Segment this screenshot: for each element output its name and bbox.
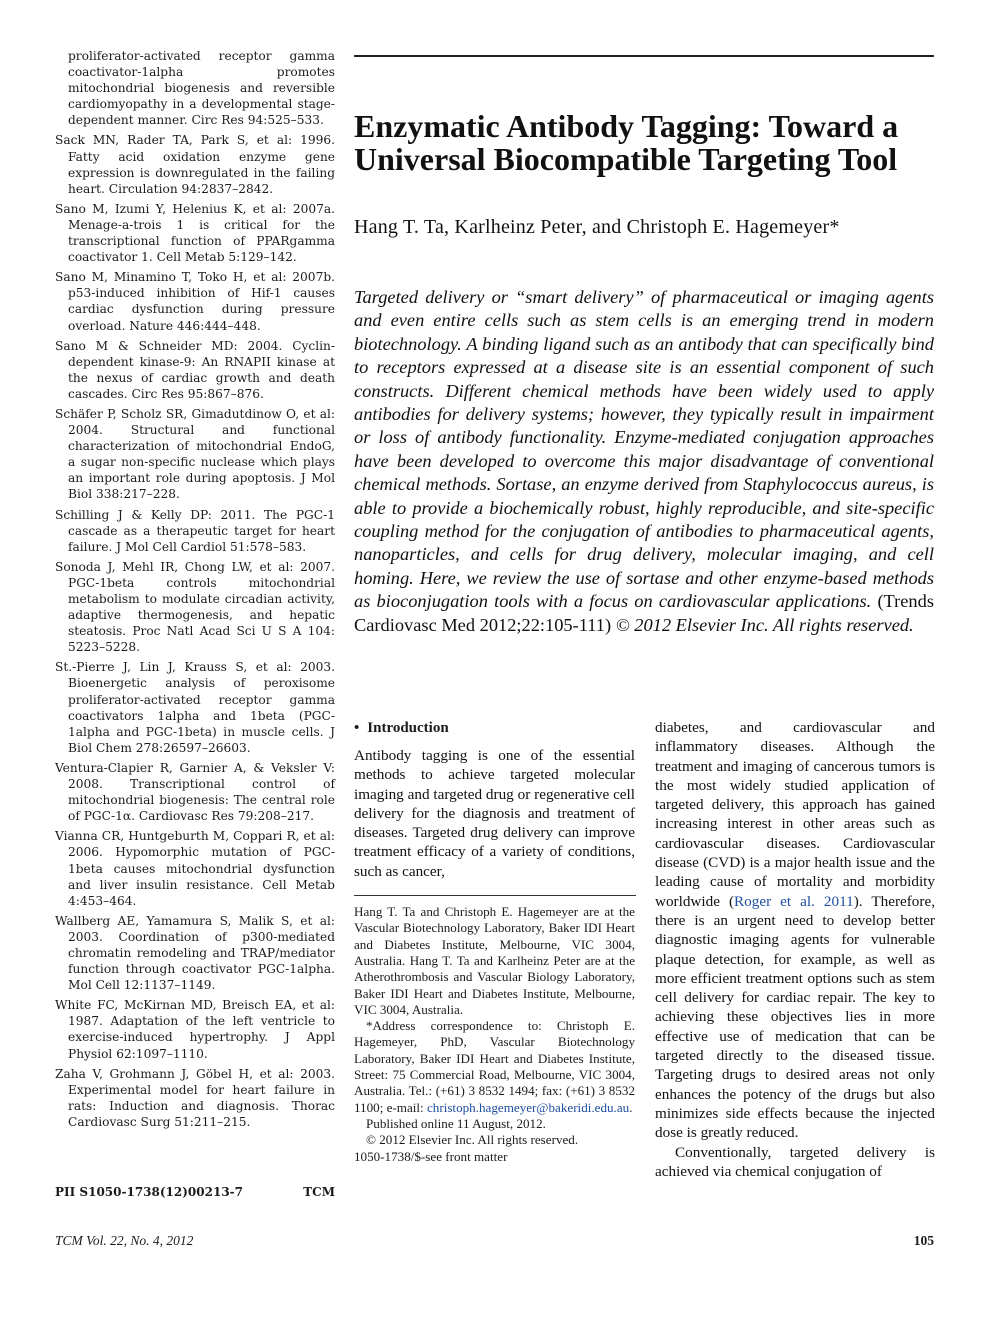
bullet-icon: •: [354, 720, 360, 736]
intro-paragraph: Antibody tagging is one of the essential methods to achieve targeted molecular imaging and targeted drug or regenerative cell delivery for the diagnosis and treatment of diseases. Targeted drug delivery can improve treatment efficacy of a variety of conditions, such as cancer,: [354, 747, 635, 880]
footer-journal-info: TCM Vol. 22, No. 4, 2012: [55, 1233, 194, 1248]
reference-item: White FC, McKirnan MD, Breisch EA, et al: 1987. Adaptation of the left ventricle to exercise-induced hypertrophy. J Appl Physiol 62:1097–1110.: [55, 998, 335, 1061]
email-suffix: .: [629, 1099, 633, 1115]
reference-item: Schäfer P, Scholz SR, Gimadutdinow O, et al: 2004. Structural and functional characterization of mitochondrial EndoG, a sugar non-specific nuclease which plays an important role during apoptosis. J Mol Biol 338:217–228.: [55, 406, 335, 502]
reference-item: Schilling J & Kelly DP: 2011. The PGC-1 cascade as a therapeutic target for heart failure. J Mol Cell Cardiol 51:578–583.: [55, 507, 335, 554]
intro-text-before-citation: diabetes, and cardiovascular and inflammatory diseases. Although the treatment and imaging of cancerous tumors is the most widely studied application of targeted delivery, this approach has gained increasing interest in other areas such as cardiovascular diseases. Cardiovascular disease (CVD) is a major health issue and the leading cause of mortality and morbidity worldwide (: [655, 719, 935, 910]
author-list: Hang T. Ta, Karlheinz Peter, and Christoph E. Hagemeyer*: [354, 216, 840, 238]
reference-item: Sack MN, Rader TA, Park S, et al: 1996. Fatty acid oxidation enzyme gene expression is downregulated in the failing heart. Circulation 94:2837–2842.: [55, 133, 335, 196]
reference-item: Zaha V, Grohmann J, Göbel H, et al: 2003. Experimental model for heart failure in rats: Induction and diagnosis. Thorac Cardiovasc Surg 51:211–215.: [55, 1066, 335, 1129]
journal-abbrev: TCM: [303, 1185, 335, 1199]
title-rule: [354, 55, 934, 57]
intro-paragraph-2: Conventionally, targeted delivery is achieved via chemical conjugation of: [655, 1143, 935, 1180]
abstract-citation: (Trends Cardiovasc Med 2012;22:105-111): [354, 591, 934, 635]
page-number: 105: [913, 1233, 934, 1248]
citation-link[interactable]: Roger et al. 2011: [734, 892, 854, 910]
correspondence-text: *Address correspondence to: Christoph E. Hagemeyer, PhD, Vascular Biotechnology Laboratory, Baker IDI Heart and Diabetes Institute, Street: 75 Commercial Road, Melbourne, VIC 3004, Australia. Tel.: (+61) 3 8532 1494; fax: (+61) 3 8532 1100; e-mail:: [354, 1018, 635, 1115]
intro-text-after-citation: ). Therefore, there is an urgent need to develop better diagnostic imaging agents for vulnerable plaque detection, for example, as well as more efficient treatment options such as stem cell delivery for cardiac repair. The key to achieving these objectives lies in more effective use of medication that can be targeted directly to the diseased tissue. Targeting drugs to desired areas not only enhances the potency of the drugs but also minimizes side effects because the injected dose is greatly reduced.: [655, 892, 935, 1142]
author-affiliation: Hang T. Ta and Christoph E. Hagemeyer are at the Vascular Biotechnology Laboratory, Baker IDI Heart and Diabetes Institute, Melbourne, VIC 3004, Australia. Hang T. Ta and Karlheinz Peter are at the Atherothrombosis and Vascular Biology Laboratory, Baker IDI Heart and Diabetes Institute, Melbourne, VIC 3004, Australia.: [354, 904, 635, 1017]
reference-item: Vianna CR, Huntgeburth M, Coppari R, et al: 2006. Hypomorphic mutation of PGC-1beta causes mitochondrial dysfunction and liver insulin resistance. Cell Metab 4:453–464.: [55, 829, 335, 908]
reference-item: Sano M, Minamino T, Toko H, et al: 2007b. p53-induced inhibition of Hif-1 causes cardiac dysfunction during pressure overload. Nature 446:444–448.: [55, 270, 335, 333]
abstract-rights: © 2012 Elsevier Inc. All rights reserved.: [615, 614, 914, 635]
abstract: [354, 286, 934, 637]
email-link[interactable]: christoph.hagemeyer@bakeridi.edu.au: [426, 1099, 630, 1115]
copyright-line: © 2012 Elsevier Inc. All rights reserved.: [366, 1132, 579, 1148]
reference-item: Sano M, Izumi Y, Helenius K, et al: 2007a. Menage-a-trois 1 is critical for the transcriptional function of PPARgamma coactivator 1. Cell Metab 5:129–142.: [55, 201, 335, 265]
affiliation-divider: [354, 895, 636, 896]
reference-item: Wallberg AE, Yamamura S, Malik S, et al: 2003. Coordination of p300-mediated chromatin remodeling and TRAP/mediator function through coactivator PGC-1alpha. Mol Cell 12:1137–1149.: [55, 913, 335, 993]
body-column-right: [655, 718, 935, 1181]
issn-line: 1050-1738/$-see front matter: [354, 1148, 508, 1164]
abstract-text: Targeted delivery or “smart delivery” of pharmaceutical or imaging agents and even entire cells such as stem cells is an emerging trend in modern biotechnology. A binding ligand such as an antibody that can specifically bind to receptors expressed at a disease site is an essential component of such constructs. Different chemical methods have been widely used to apply antibodies for delivery systems; however, they typically result in impairment or loss of antibody functionality. Enzyme-mediated conjugation approaches have been developed to overcome this major disadvantage of conventional chemical methods. Sortase, an enzyme derived from Staphylococcus aureus, is able to provide a biochemically robust, highly reproducible, and site-specific coupling method for the conjugation of antibodies to pharmaceutical agents, nanoparticles, and cells for drug delivery, molecular imaging, and cell homing. Here, we review the use of sortase and other enzyme-based methods as bioconjugation tools with a focus on cardiovascular applications.: [354, 287, 934, 612]
reference-item: proliferator-activated receptor gamma coactivator-1alpha promotes mitochondrial biogenesis and reversible cardiomyopathy in a developmental stage-dependent manner. Circ Res 94:525–533.: [68, 49, 335, 128]
published-date: Published online 11 August, 2012.: [366, 1115, 546, 1131]
pii-row: [55, 1185, 335, 1199]
reference-item: St.-Pierre J, Lin J, Krauss S, et al: 2003. Bioenergetic analysis of peroxisome proliferator-activated receptor gamma coactivators 1alpha and 1beta (PGC-1alpha and PGC-1beta) in muscle cells. J Biol Chem 278:26597–26603.: [55, 660, 335, 755]
reference-item: Sano M & Schneider MD: 2004. Cyclin-dependent kinase-9: An RNAPII kinase at the nexus of cardiac growth and death cascades. Circ Res 95:867–876.: [55, 338, 335, 401]
body-column-left: [354, 718, 635, 1165]
section-heading-label: Introduction: [367, 720, 449, 736]
reference-item: Ventura-Clapier R, Garnier A, & Veksler V: 2008. Transcriptional control of mitochondrial biogenesis: The central role of PGC-1α. Cardiovasc Res 79:208–217.: [55, 760, 335, 824]
section-heading-introduction: [354, 718, 635, 738]
reference-list: [55, 48, 335, 1134]
reference-item: Sonoda J, Mehl IR, Chong LW, et al: 2007. PGC-1beta controls mitochondrial metabolism to modulate circadian activity, adaptive thermogenesis, and hepatic steatosis. Proc Natl Acad Sci U S A 104: 5223–5228.: [55, 559, 335, 655]
intro-paragraph-continued: [655, 718, 935, 1143]
pii-code: PII S1050-1738(12)00213-7: [55, 1185, 244, 1199]
correspondence: [354, 1018, 635, 1116]
article-title: Enzymatic Antibody Tagging: Toward a Universal Biocompatible Targeting Tool: [354, 108, 899, 177]
